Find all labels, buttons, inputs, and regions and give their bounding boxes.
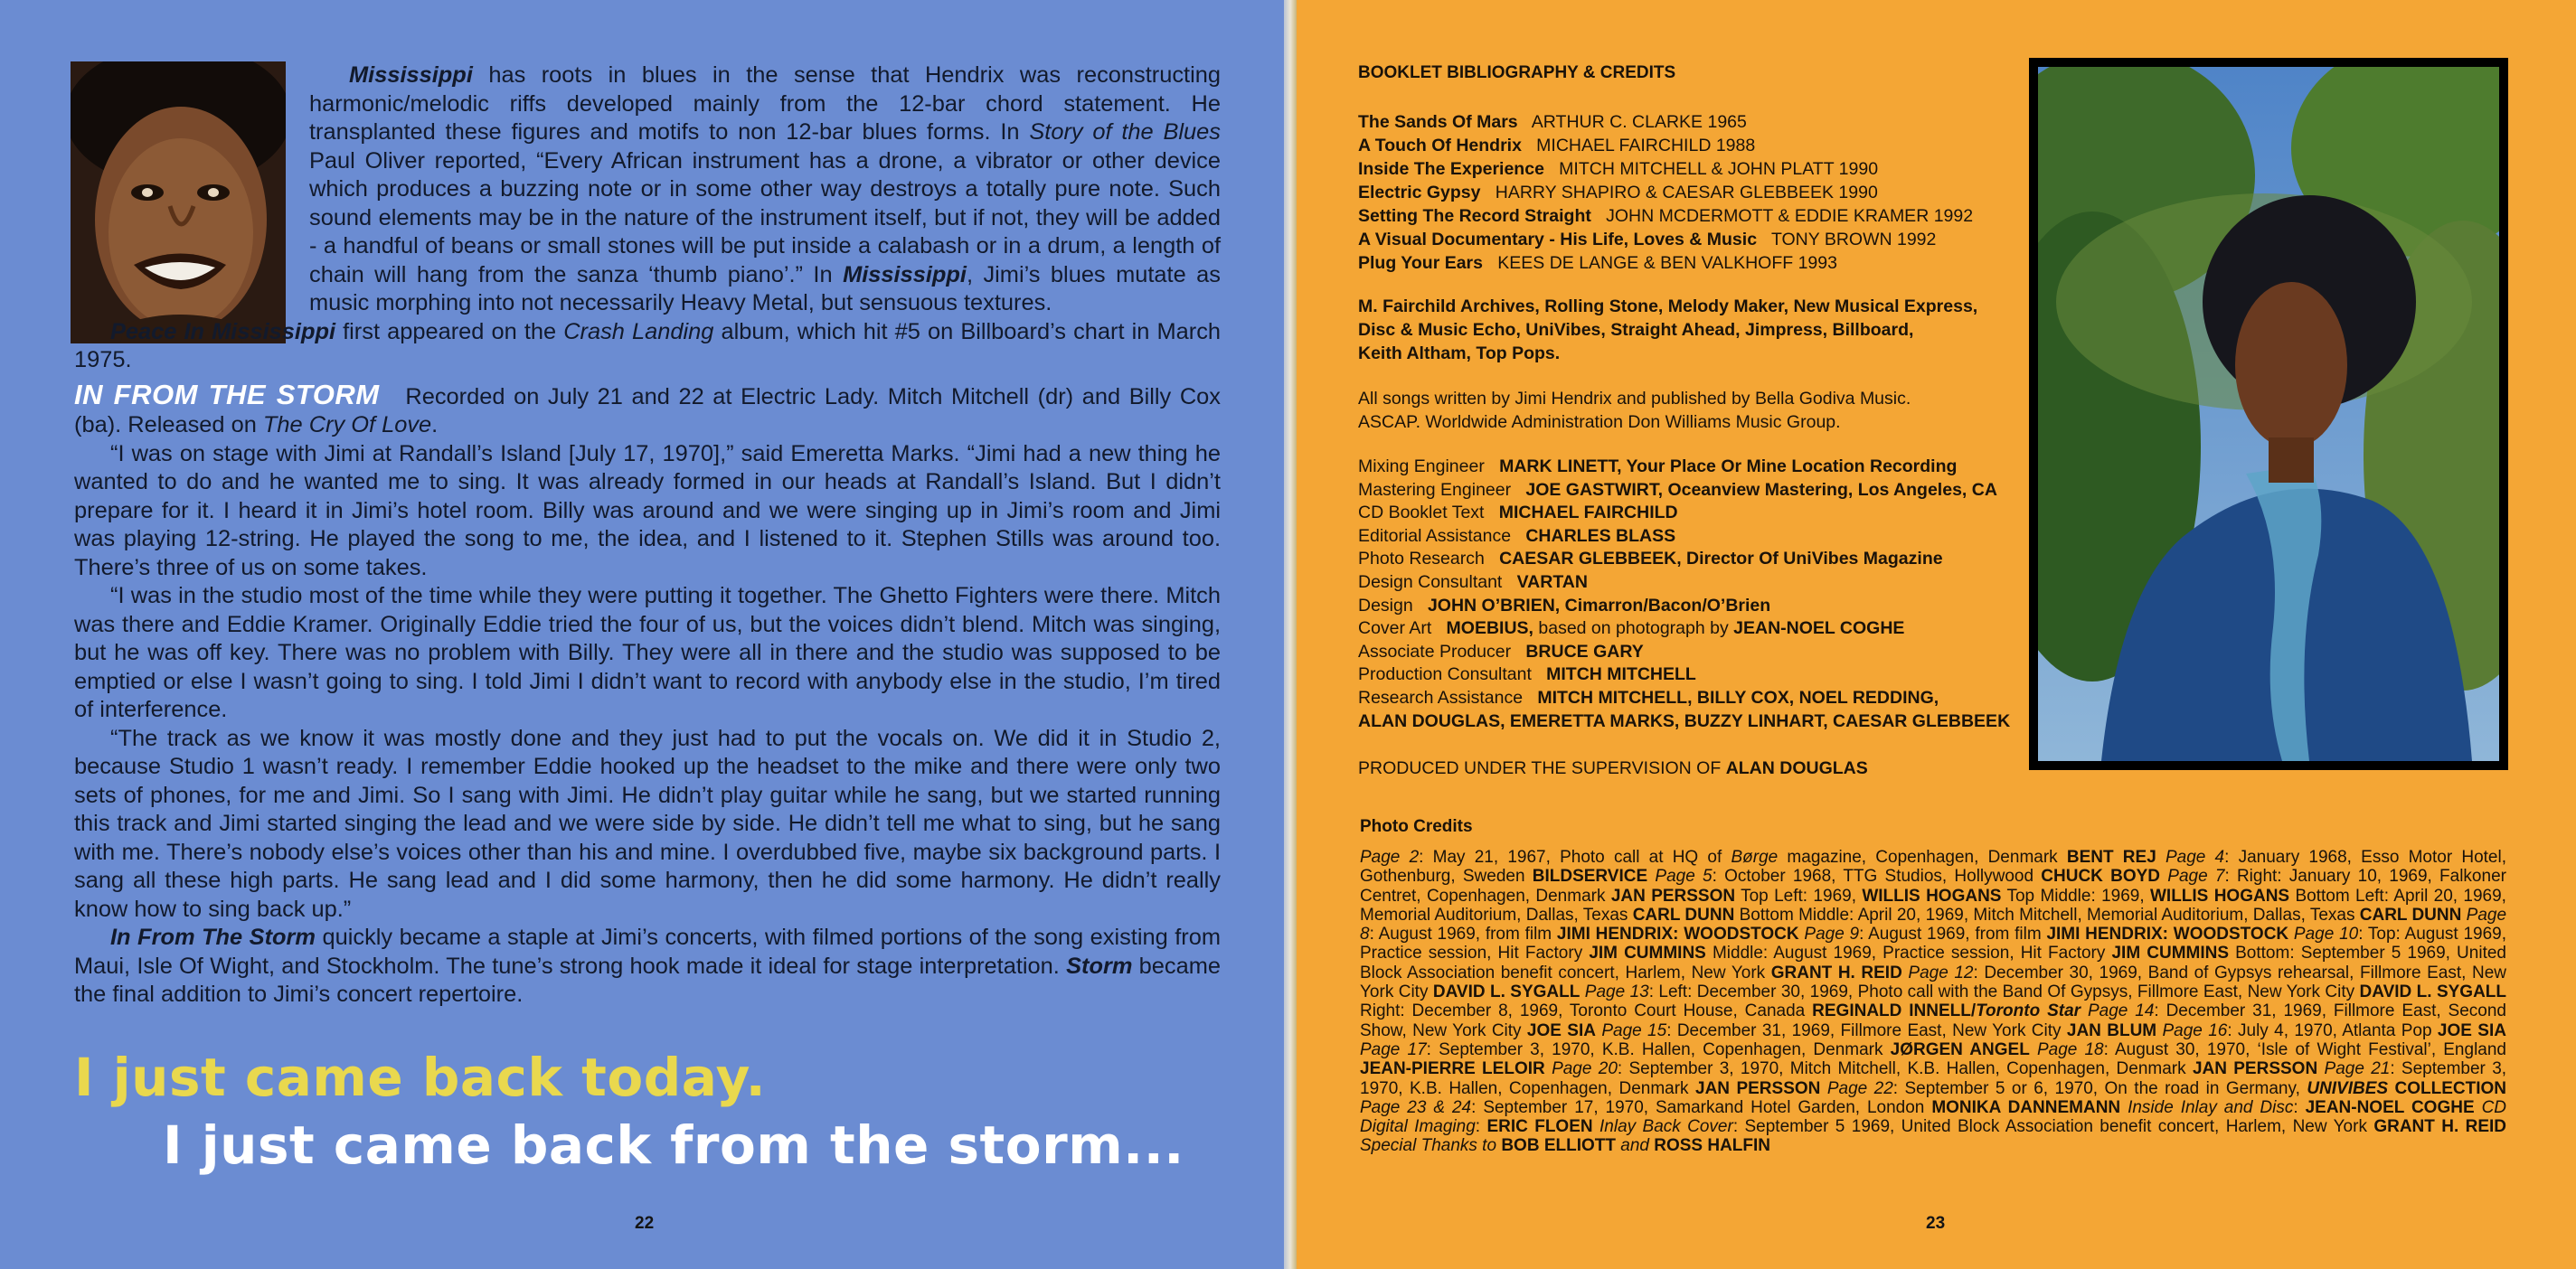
credit-name: BRUCE GARY bbox=[1525, 641, 1644, 662]
page-reference: Børge bbox=[1731, 848, 1779, 867]
photo-description: : bbox=[2293, 1097, 2306, 1117]
book-title: Story of the Blues bbox=[1029, 119, 1221, 145]
mississippi-paragraph bbox=[74, 61, 1221, 318]
profile-photo-illustration bbox=[2038, 67, 2499, 761]
bibliography-row bbox=[1358, 110, 1973, 134]
page-reference: Page 23 & 24 bbox=[1360, 1097, 1472, 1117]
photographer-name: CHUCK BOYD bbox=[2041, 867, 2161, 887]
photo-credits-text bbox=[1360, 848, 2506, 1156]
photographer-name: DAVID L. SYGALL bbox=[2359, 982, 2507, 1002]
bibliography-row bbox=[1358, 157, 1973, 181]
photo-description: : October 1968, TTG Studios, Hollywood bbox=[1712, 867, 2042, 887]
para-text: “I was on stage with Jimi at Randall’s Island [July 17, 1970],” said Emeretta Marks. “Jimi had a new thing he wanted to do and he wanted me to sing. It was already formed in our heads at Randall’s Island. But I didn’t prepare for it. I heard it in Jimi’s hotel room. Billy was around and we were singing up in Jimi’s room and Jimi was playing 12-string. He played the song to me, the idea, and I listened to it. Stephen Stills was around too. There’s three of us on some takes. bbox=[74, 440, 1221, 580]
photo-description: : August 30, 1970, ‘Isle of Wight Festival’, England bbox=[2103, 1039, 2506, 1059]
photo-description: : December 31, 1969, Fillmore East, New York City bbox=[1666, 1020, 2067, 1040]
songs-block bbox=[1358, 387, 1911, 434]
photographer-name: JAN PERSSON bbox=[2192, 1059, 2318, 1079]
bibliography-row bbox=[1358, 134, 1973, 157]
credit-name: MITCH MITCHELL, BILLY COX, NOEL REDDING, bbox=[1537, 687, 1939, 708]
credit-row bbox=[1358, 687, 2010, 710]
photo-description: : September 5 or 6, 1970, On the road in Germany, bbox=[1892, 1078, 2307, 1098]
para-text: quickly became a staple at Jimi’s concerts, with filmed portions of the song existing from Maui, Isle Of Wight, and Stockholm. The tune’s strong hook made it ideal for stage interpretation. bbox=[74, 925, 1221, 979]
bibliography-title: Plug Your Ears bbox=[1358, 253, 1483, 273]
page-reference: Page 2 bbox=[1360, 848, 1420, 867]
photo-description bbox=[2317, 1059, 2324, 1078]
photo-description bbox=[1545, 1059, 1552, 1078]
bibliography-row bbox=[1358, 228, 1973, 251]
peace-title: Peace In Mississippi bbox=[110, 318, 336, 344]
credit-role: Editorial Assistance bbox=[1358, 525, 1526, 546]
page-reference: Page 4 bbox=[2165, 848, 2225, 867]
bibliography-heading: BOOKLET BIBLIOGRAPHY & CREDITS bbox=[1358, 63, 1676, 82]
hendrix-profile-photo-frame bbox=[2029, 58, 2508, 770]
credits-list bbox=[1358, 456, 2010, 733]
bibliography-row bbox=[1358, 204, 1973, 228]
para-text: has roots in blues in the sense that Hendrix was reconstructing harmonic/melodic riffs developed mainly from the 12-bar chord statement. He transplanted these figures and motifs to non 12-bar blues forms. In bbox=[309, 62, 1221, 145]
para-text: “The track as we know it was mostly done and they just had to put the vocals on. We did it in Studio 2, because Studio 1 wasn’t ready. I remember Eddie hooked up the headset to the mike and there were only two sets of phones, for me and Jimi. So I sang with Jimi. He didn’t play guitar while he sang, but we started running this track and Jimi started singing the lead and we were side by side. He didn’t tell me what to sing, but he sang with me. There’s nobody else’s voices other than his and mine. I overdubbed five, maybe six background parts. I sang all these high parts. He sang lead and I did some harmony, then he did some harmony. He didn’t really know how to sing back up.” bbox=[74, 725, 1221, 922]
credit-row-continuation bbox=[1358, 710, 2010, 734]
credit-row bbox=[1358, 571, 2010, 595]
credit-role: Photo Research bbox=[1358, 549, 1500, 569]
photographer-name: JIMI HENDRIX: WOODSTOCK bbox=[2046, 925, 2289, 945]
bibliography-author: TONY BROWN 1992 bbox=[1757, 230, 1937, 249]
bibliography-title: Setting The Record Straight bbox=[1358, 206, 1591, 226]
credit-row bbox=[1358, 525, 2010, 549]
photo-description: Top Middle: 1969, bbox=[2001, 886, 2150, 906]
photographer-name: JEAN-PIERRE LELOIR bbox=[1360, 1059, 1545, 1079]
photographer-name: ROSS HALFIN bbox=[1654, 1136, 1771, 1156]
bibliography-title: The Sands Of Mars bbox=[1358, 112, 1518, 132]
bibliography-title: A Touch Of Hendrix bbox=[1358, 136, 1522, 155]
credit-role: Design Consultant bbox=[1358, 571, 1517, 592]
photo-description: : December 30, 1969, Band of Gypsys rehearsal, Fillmore East, New York City bbox=[1360, 963, 2507, 1002]
photo-description: Bottom: September 5 1969, United Block Association benefit concert, Harlem, New York bbox=[1360, 944, 2506, 982]
closing-paragraph bbox=[74, 924, 1221, 1010]
page-reference: Page 17 bbox=[1360, 1039, 1427, 1059]
page-reference: Page 9 bbox=[1804, 925, 1860, 945]
credit-row bbox=[1358, 595, 2010, 618]
para-text: Recorded on July 21 and 22 at Electric Lady. Mitch Mitchell (dr) and Billy Cox (ba). Released on bbox=[74, 383, 1221, 437]
produced-text: PRODUCED UNDER THE SUPERVISION OF bbox=[1358, 758, 1722, 778]
left-body-text bbox=[74, 61, 1221, 1010]
photo-description bbox=[2156, 848, 2166, 867]
publication-name: Toronto Star bbox=[1976, 1001, 2081, 1021]
produced-line bbox=[1358, 757, 1868, 780]
credit-name: JOE GASTWIRT, Oceanview Mastering, Los Angeles, CA bbox=[1525, 479, 1997, 500]
mississippi-title-2: Mississippi bbox=[843, 261, 967, 287]
photo-description: : Right: January 10, 1969, Falkoner Centret, Copenhagen, Denmark bbox=[1360, 867, 2506, 906]
para-text: became the final addition to Jimi’s concert repertoire. bbox=[74, 953, 1221, 1007]
archives-line: Keith Altham, Top Pops. bbox=[1358, 343, 1561, 363]
page-reference: Page 10 bbox=[2293, 925, 2359, 945]
photo-description: Right: December 8, 1969, Toronto Court House, Canada bbox=[1360, 1001, 1813, 1021]
photo-description: Bottom Left: April 20, 1969, Memorial Auditorium, Dallas, Texas bbox=[1360, 886, 2506, 925]
credit-name: VARTAN bbox=[1516, 571, 1588, 592]
credit-role: Cover Art bbox=[1358, 618, 1447, 639]
quote-paragraph-2 bbox=[74, 582, 1221, 725]
credit-name: ALAN DOUGLAS, EMERETTA MARKS, BUZZY LINHART, CAESAR GLEBBEEK bbox=[1358, 710, 2011, 731]
credit-role: Associate Producer bbox=[1358, 641, 1526, 662]
archives-block bbox=[1358, 295, 1977, 365]
credit-role: Mastering Engineer bbox=[1358, 479, 1526, 500]
songs-line: ASCAP. Worldwide Administration Don Williams Music Group. bbox=[1358, 412, 1841, 432]
page-reference: Page 16 bbox=[2162, 1020, 2228, 1040]
page-reference: Page 12 bbox=[1908, 963, 1974, 982]
photographer-name: JIMI HENDRIX: WOODSTOCK bbox=[1556, 925, 1799, 945]
photographer-name: BENT REJ bbox=[2066, 848, 2156, 867]
album-title: The Cry Of Love bbox=[262, 412, 432, 437]
photo-description bbox=[2030, 1040, 2037, 1059]
booklet-spine bbox=[1284, 0, 1297, 1269]
peace-paragraph bbox=[74, 318, 1221, 375]
publication-name: UNIVIBES bbox=[2307, 1078, 2389, 1098]
para-text: “I was in the studio most of the time while they were putting it together. The Ghetto Fighters were there. Mitch was there and Eddie Kramer. Originally Eddie tried the four of us, but the voices didn’t blend. Mitch was singing, but he was off key. There was no problem with Billy. They were all in there and the studio was supposed to be emptied or else I wasn’t going to sing. I told Jimi I didn’t want to record with anybody else in the studio, I’m tired of interference. bbox=[74, 583, 1221, 722]
photo-description bbox=[2081, 1001, 2088, 1020]
photographer-name: CARL DUNN bbox=[2359, 905, 2462, 925]
photographer-name: GRANT H. REID bbox=[2373, 1117, 2507, 1137]
credit-role: CD Booklet Text bbox=[1358, 503, 1499, 523]
photographer-name: REGINALD INNELL/ bbox=[1812, 1001, 1977, 1021]
bibliography-list bbox=[1358, 110, 1973, 275]
photo-description: : September 17, 1970, Samarkand Hotel Garden, London bbox=[1471, 1097, 1932, 1117]
page-reference: Page 8 bbox=[1360, 905, 2507, 945]
credit-row bbox=[1358, 617, 2010, 641]
credit-name: CAESAR GLEBBEEK, Director Of UniVibes Magazine bbox=[1499, 549, 1943, 569]
bibliography-author: KEES DE LANGE & BEN VALKHOFF 1993 bbox=[1483, 253, 1837, 273]
page-number-left: 22 bbox=[635, 1214, 655, 1233]
photo-description: : September 3, 1970, Mitch Mitchell, K.B. Hallen, Copenhagen, Denmark bbox=[1617, 1059, 2193, 1079]
photo-description: Middle: August 1969, Practice session, Hit Factory bbox=[1705, 944, 2112, 964]
photographer-name: JEAN-NOEL COGHE bbox=[2305, 1097, 2475, 1117]
photo-description: : Top: August 1969, Practice session, Hit Factory bbox=[1360, 925, 2507, 964]
bibliography-title: Inside The Experience bbox=[1358, 159, 1544, 179]
credit-name: CHARLES BLASS bbox=[1525, 525, 1676, 546]
photo-description: : May 21, 1967, Photo call at HQ of bbox=[1419, 848, 1731, 867]
bibliography-author: MICHAEL FAIRCHILD 1988 bbox=[1521, 136, 1756, 155]
page-reference: Page 14 bbox=[2087, 1001, 2155, 1021]
photo-description bbox=[2475, 1098, 2482, 1117]
mississippi-title: Mississippi bbox=[349, 62, 473, 88]
page-number-right: 23 bbox=[1926, 1214, 1946, 1233]
credit-name: MICHAEL FAIRCHILD bbox=[1498, 503, 1678, 523]
photographer-name: BOB ELLIOTT bbox=[1501, 1136, 1616, 1156]
photo-description: Bottom Middle: April 20, 1969, Mitch Mitchell, Memorial Auditorium, Dallas, Texas bbox=[1734, 905, 2360, 925]
quote-paragraph-1 bbox=[74, 440, 1221, 583]
photographer-name: WILLIS HOGANS bbox=[1862, 886, 2002, 906]
credit-role: Research Assistance bbox=[1358, 687, 1538, 708]
photographer-name: JIM CUMMINS bbox=[1589, 944, 1706, 964]
photographer-name: JAN BLUM bbox=[2066, 1020, 2157, 1040]
credit-row bbox=[1358, 548, 2010, 571]
photo-description: : September 3, 1970, K.B. Hallen, Copenhagen, Denmark bbox=[1360, 1059, 2507, 1098]
photographer-name: JAN PERSSON bbox=[1610, 886, 1736, 906]
page-reference: Inside Inlay and Disc bbox=[2128, 1097, 2294, 1117]
bibliography-author: ARTHUR C. CLARKE 1965 bbox=[1517, 112, 1747, 132]
photographer-name: JIM CUMMINS bbox=[2111, 944, 2230, 964]
bibliography-author: MITCH MITCHELL & JOHN PLATT 1990 bbox=[1543, 159, 1879, 179]
photographer-name: GRANT H. REID bbox=[1770, 963, 1902, 982]
credit-row bbox=[1358, 502, 2010, 525]
photo-description: : Left: December 30, 1969, Photo call with the Band Of Gypsys, Fillmore East, New York City bbox=[1648, 982, 2360, 1002]
page-reference: Page 21 bbox=[2324, 1059, 2391, 1079]
photo-description: : September 5 1969, United Block Association benefit concert, Harlem, New York bbox=[1732, 1117, 2374, 1137]
para-text: . bbox=[431, 412, 439, 437]
photographer-name: JAN PERSSON bbox=[1695, 1078, 1821, 1098]
photographer-name: JOE SIA bbox=[2437, 1020, 2506, 1040]
lyric-quote-line-1: I just came back today. bbox=[74, 1047, 767, 1108]
photo-description: : August 1969, from film bbox=[1859, 925, 2047, 945]
credit-row bbox=[1358, 456, 2010, 479]
song-title: In From The Storm bbox=[110, 925, 316, 950]
credit-row bbox=[1358, 479, 2010, 503]
photographer-name: MONIKA DANNEMANN bbox=[1931, 1097, 2121, 1117]
photo-description: Top Left: 1969, bbox=[1735, 886, 1863, 906]
photographer-name: BILDSERVICE bbox=[1532, 867, 1648, 887]
bibliography-title: Electric Gypsy bbox=[1358, 183, 1481, 202]
photographer-name: JØRGEN ANGEL bbox=[1890, 1039, 2030, 1059]
photo-description: magazine, Copenhagen, Denmark bbox=[1778, 848, 2067, 867]
photo-description: : July 4, 1970, Atlanta Pop bbox=[2227, 1020, 2438, 1040]
credit-role: Design bbox=[1358, 595, 1428, 616]
para-text: first appeared on the bbox=[335, 318, 564, 344]
photo-description bbox=[1820, 1079, 1826, 1098]
photographer-name: COLLECTION bbox=[2388, 1078, 2506, 1098]
photo-description bbox=[2120, 1098, 2128, 1117]
bibliography-author: JOHN MCDERMOTT & EDDIE KRAMER 1992 bbox=[1590, 206, 1974, 226]
photo-description: : December 31, 1969, Fillmore East, Second Show, New York City bbox=[1360, 1001, 2506, 1040]
photo-description: : August 1969, from film bbox=[1369, 925, 1557, 945]
bibliography-author: HARRY SHAPIRO & CAESAR GLEBBEEK 1990 bbox=[1480, 183, 1878, 202]
page-reference: Special Thanks to bbox=[1360, 1136, 1497, 1156]
credit-name: JEAN-NOEL COGHE bbox=[1733, 618, 1905, 639]
page-reference: Page 7 bbox=[2167, 867, 2225, 887]
storm-heading: IN FROM THE STORM bbox=[74, 378, 380, 410]
page-reference: Page 20 bbox=[1552, 1059, 1618, 1079]
page-reference: Page 13 bbox=[1584, 982, 1649, 1002]
page-reference: and bbox=[1620, 1136, 1649, 1156]
archives-line: M. Fairchild Archives, Rolling Stone, Melody Maker, New Musical Express, bbox=[1358, 296, 1978, 316]
credit-role: Production Consultant bbox=[1358, 664, 1547, 685]
photo-credits-heading: Photo Credits bbox=[1360, 817, 1473, 836]
hendrix-profile-photo bbox=[2038, 67, 2499, 761]
para-text: Paul Oliver reported, “Every African instrument has a drone, a vibrator or other device which produces a buzzing note or in some other way destroys a totally pure note. Such sound elements may be in the nature of the instrument itself, but if not, they will be added - a handful of beans or small stones will be put inside a calabash or in a drum, a length of chain will hang from the sanza ‘thumb piano’.” In bbox=[309, 147, 1221, 287]
para-text: , Jimi’s blues mutate as music morphing into not necessarily Heavy Metal, but sensuous textures. bbox=[309, 261, 1221, 315]
bibliography-title: A Visual Documentary - His Life, Loves & Music bbox=[1358, 230, 1758, 249]
photographer-name: JOE SIA bbox=[1526, 1020, 1596, 1040]
photo-description: : bbox=[1475, 1117, 1487, 1137]
quote-paragraph-3 bbox=[74, 725, 1221, 925]
credit-extra: based on photograph by bbox=[1533, 618, 1734, 639]
credit-role: Mixing Engineer bbox=[1358, 456, 1500, 476]
right-page bbox=[1297, 0, 2576, 1269]
photo-description bbox=[1593, 1117, 1599, 1136]
page-reference: Page 5 bbox=[1655, 867, 1713, 887]
photo-description: : January 1968, Esso Motor Hotel, Gothenburg, Sweden bbox=[1360, 848, 2506, 887]
credit-name: MARK LINETT, Your Place Or Mine Location Recording bbox=[1499, 456, 1958, 476]
bibliography-row bbox=[1358, 251, 1973, 275]
credit-row bbox=[1358, 663, 2010, 687]
page-reference: CD Digital Imaging bbox=[1360, 1097, 2507, 1137]
credit-name: MOEBIUS, bbox=[1446, 618, 1533, 639]
songs-line: All songs written by Jimi Hendrix and published by Bella Godiva Music. bbox=[1358, 389, 1911, 409]
credit-name: MITCH MITCHELL bbox=[1546, 664, 1696, 685]
album-title: Crash Landing bbox=[563, 318, 714, 344]
photographer-name: WILLIS HOGANS bbox=[2149, 886, 2290, 906]
photographer-name: DAVID L. SYGALL bbox=[1432, 982, 1581, 1002]
page-reference: Inlay Back Cover bbox=[1599, 1117, 1733, 1137]
storm-intro-paragraph bbox=[74, 378, 1221, 440]
song-title-short: Storm bbox=[1066, 953, 1133, 979]
page-reference: Page 18 bbox=[2036, 1039, 2104, 1059]
lyric-quote-line-2: I just came back from the storm... bbox=[163, 1114, 1184, 1176]
page-reference: Page 15 bbox=[1601, 1020, 1667, 1040]
archives-line: Disc & Music Echo, UniVibes, Straight Ahead, Jimpress, Billboard, bbox=[1358, 320, 1914, 340]
bibliography-row bbox=[1358, 181, 1973, 204]
photographer-name: CARL DUNN bbox=[1632, 905, 1735, 925]
left-page bbox=[0, 0, 1284, 1269]
para-text: album, which hit #5 on Billboard’s chart in March 1975. bbox=[74, 318, 1222, 372]
credit-row bbox=[1358, 641, 2010, 664]
photographer-name: ERIC FLOEN bbox=[1486, 1117, 1593, 1137]
producer-name: ALAN DOUGLAS bbox=[1725, 758, 1868, 778]
credit-name: JOHN O’BRIEN, Cimarron/Bacon/O’Brien bbox=[1427, 595, 1771, 616]
page-reference: Page 22 bbox=[1826, 1078, 1893, 1098]
photo-description: : September 3, 1970, K.B. Hallen, Copenhagen, Denmark bbox=[1426, 1039, 1891, 1059]
